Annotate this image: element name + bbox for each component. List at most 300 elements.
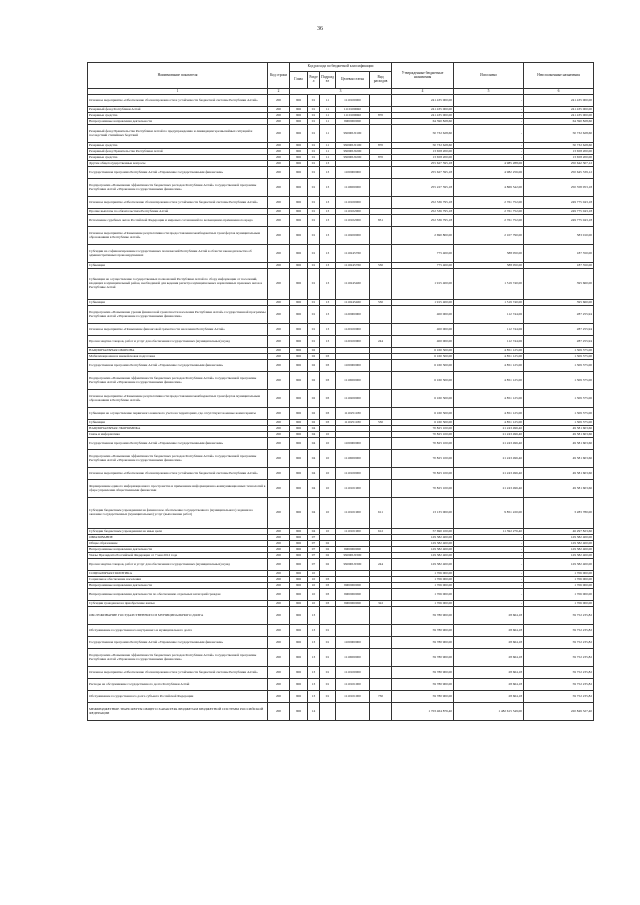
row-name-cell: ОБРАЗОВАНИЕ [88,535,268,541]
approved-amount-cell: 2 690 800,00 [392,227,454,245]
subsection-code-cell: 03 [320,354,336,360]
section-code-cell: 02 [308,348,320,354]
section-code-cell: 13 [308,649,320,667]
row-name-cell: Основное мероприятие «Повышение результативности предоставления межбюджетных трансфертов муниципальным образованиям в Республике Алтай» [88,390,268,408]
expense-type-cell [370,245,392,263]
target-code-cell: 99000U0100 [336,125,370,143]
executed-amount-cell: 112 744,06 [454,306,524,324]
ministry-code-cell: 906 [290,95,308,107]
table-row [88,306,594,324]
row-name-cell: Субсидии на софинансирование государственных полномочий Республики Алтай в области законодательства об административных правонарушениях [88,245,268,263]
col-number: 1 [88,89,268,95]
subsection-code-cell: 13 [320,245,336,263]
approved-amount-cell: 50 732 628,60 [392,125,454,143]
unexecuted-amount-cell: 250 642 307,12 [524,161,594,167]
ministry-code-cell: 906 [290,607,308,625]
approved-amount-cell: 59 780 900,00 [392,637,454,649]
unexecuted-amount-cell: 59 752 235,82 [524,649,594,667]
row-name-cell: Подпрограмма «Повышение уровня финансовой грамотности населения Республики Алтай» государственной программы Республики Алтай «Управление государственными финансами» [88,306,268,324]
row-name-cell: Прочая закупка товаров, работ и услуг для обеспечения государственных (муниципальных) нужд [88,336,268,348]
approved-amount-cell: 241 435 000,00 [392,107,454,113]
section-code-cell: 02 [308,408,320,420]
row-code-cell: 200 [268,450,290,468]
row-name-cell: Субвенции [88,420,268,426]
row-name-cell: Субсидии гражданам на приобретение жилья [88,601,268,607]
subsection-code-cell: 13 [320,161,336,167]
unexecuted-amount-cell: 250 645 339,12 [524,167,594,179]
executed-amount-cell: 4 851 125,00 [454,354,524,360]
approved-amount-cell: 70 825 100,00 [392,426,454,432]
row-code-cell: 200 [268,408,290,420]
unexecuted-amount-cell: 50 732 628,60 [524,143,594,149]
row-name-cell: Мобилизационная и вневойсковая подготовка [88,354,268,360]
expense-type-cell: 530 [370,420,392,426]
section-code-cell: 07 [308,559,320,571]
section-code-cell: 02 [308,360,320,372]
unexecuted-amount-cell: 49 581 603,60 [524,468,594,480]
ministry-code-cell: 906 [290,354,308,360]
ministry-code-cell: 906 [290,667,308,679]
target-code-cell: 99000U0300 [336,559,370,571]
table-row [88,390,594,408]
ministry-code-cell: 906 [290,107,308,113]
approved-amount-cell: 70 825 100,00 [392,450,454,468]
subsection-code-cell [320,607,336,625]
executed-amount-cell: 28 664,18 [454,649,524,667]
executed-amount-cell: 21 243 496,40 [454,426,524,432]
row-code-cell: 200 [268,263,290,269]
ministry-code-cell: 906 [290,553,308,559]
section-code-cell: 01 [308,227,320,245]
row-name-cell: Основное мероприятие «Обеспечение сбалансированности и устойчивости бюджетной системы Республики Алтай» [88,197,268,209]
approved-amount-cell: 6 160 500,00 [392,360,454,372]
subsection-code-cell: 03 [320,408,336,420]
unexecuted-amount-cell: 1 309 375,00 [524,372,594,390]
executed-amount-cell: 4 851 125,00 [454,390,524,408]
ministry-code-cell: 906 [290,119,308,125]
row-name-cell: Государственная программа Республики Алтай «Управление государственными финансами» [88,438,268,450]
section-code-cell: 01 [308,155,320,161]
row-name-cell: Основное мероприятие «Обеспечение сбалансированности и устойчивости бюджетной системы Республики Алтай» [88,95,268,107]
row-name-cell: Резервный фонд Республики Алтай [88,107,268,113]
approved-amount-cell: 129 382 400,00 [392,553,454,559]
section-code-cell: 04 [308,438,320,450]
row-code-cell: 200 [268,691,290,703]
ministry-code-cell: 906 [290,625,308,637]
table-row [88,625,594,637]
row-name-cell: Прочая закупка товаров, работ и услуг для обеспечения государственных (муниципальных) нужд [88,559,268,571]
target-code-cell: 99000U0100 [336,143,370,149]
subsection-code-cell: 10 [320,529,336,535]
approved-amount-cell: 59 780 900,00 [392,607,454,625]
expense-type-cell [370,227,392,245]
approved-amount-cell: 1 706 000,00 [392,583,454,589]
row-code-cell: 200 [268,571,290,577]
row-code-cell: 200 [268,306,290,324]
row-code-cell: 200 [268,324,290,336]
table-row [88,167,594,179]
section-code-cell: 01 [308,179,320,197]
target-code-cell: 1110245460 [336,269,370,300]
subsection-code-cell: 10 [320,450,336,468]
unexecuted-amount-cell: 250 358 053,18 [524,179,594,197]
unexecuted-amount-cell: 1 309 375,00 [524,420,594,426]
section-code-cell: 01 [308,324,320,336]
row-name-cell: Подпрограмма «Повышение эффективности бюджетных расходов Республики Алтай» государственной программы Республики Алтай «Управление государственными финансами» [88,179,268,197]
approved-amount-cell: 1 706 000,00 [392,577,454,583]
row-code-cell: 200 [268,215,290,227]
subsection-code-cell: 11 [320,155,336,161]
approved-amount-cell: 6 160 500,00 [392,408,454,420]
expense-type-cell [370,703,392,721]
row-name-cell: Субвенции [88,263,268,269]
col-number: 5 [454,89,524,95]
subsection-code-cell: 13 [320,167,336,179]
target-code-cell: 9900000000 [336,601,370,607]
row-code-cell: 200 [268,354,290,360]
row-code-cell: 200 [268,583,290,589]
unexecuted-amount-cell: 49 581 603,60 [524,450,594,468]
approved-amount-cell: 59 780 900,00 [392,667,454,679]
unexecuted-amount-cell: 129 382 400,00 [524,553,594,559]
row-code-cell: 200 [268,625,290,637]
section-code-cell: 13 [308,637,320,649]
unexecuted-amount-cell: 1 309 375,00 [524,390,594,408]
unexecuted-amount-cell: 129 382 400,00 [524,559,594,571]
section-code-cell: 07 [308,541,320,547]
row-code-cell: 200 [268,589,290,601]
expense-type-cell [370,306,392,324]
executed-amount-cell: 112 744,06 [454,324,524,336]
row-code-cell: 200 [268,529,290,535]
target-code-cell: 1110245460 [336,300,370,306]
col-number: 6 [524,89,594,95]
row-code-cell: 200 [268,149,290,155]
row-code-cell: 200 [268,679,290,691]
row-name-cell: Непрограммные направления деятельности [88,583,268,589]
table-row [88,607,594,625]
executed-amount-cell: 4 851 125,00 [454,348,524,354]
ministry-code-cell: 906 [290,209,308,215]
executed-amount-cell: 11 392 276,40 [454,529,524,535]
section-code-cell: 01 [308,336,320,348]
subsection-code-cell [320,703,336,721]
expense-type-cell [370,468,392,480]
row-name-cell: НАЦИОНАЛЬНАЯ ЭКОНОМИКА [88,426,268,432]
unexecuted-amount-cell: 59 752 235,82 [524,679,594,691]
row-name-cell: Исполнение судебных актов Российской Федерации и мировых соглашений по возмещению причиненного вреда [88,215,268,227]
target-code-cell: 9900000000 [336,119,370,125]
unexecuted-amount-cell: 249 775 043,18 [524,215,594,227]
unexecuted-amount-cell: 49 581 603,60 [524,438,594,450]
target-code-cell: 9900000000 [336,547,370,553]
unexecuted-amount-cell: 241 435 000,00 [524,107,594,113]
approved-amount-cell: 64 390 828,60 [392,119,454,125]
executed-amount-cell: 2 761 752,00 [454,215,524,227]
unexecuted-amount-cell: 241 435 000,00 [524,113,594,119]
approved-amount-cell: 241 435 000,00 [392,95,454,107]
unexecuted-amount-cell: 59 752 235,82 [524,691,594,703]
ministry-code-cell: 906 [290,263,308,269]
section-code-cell: 01 [308,149,320,155]
row-code-cell: 200 [268,498,290,529]
section-code-cell: 10 [308,583,320,589]
approved-amount-cell: 129 382 400,00 [392,535,454,541]
executed-amount-cell: 1 519 740,00 [454,269,524,300]
section-code-cell: 14 [308,703,320,721]
executed-amount-cell: 28 664,18 [454,625,524,637]
expense-type-cell [370,438,392,450]
row-name-cell: Государственная программа Республики Алтай «Управление государственными финансами» [88,360,268,372]
target-code-cell: 99000U0200 [336,149,370,155]
subsection-code-cell: 11 [320,125,336,143]
approved-amount-cell: 255 227 595,18 [392,179,454,197]
expense-type-cell: 322 [370,601,392,607]
approved-amount-cell: 6 160 500,00 [392,372,454,390]
section-code-cell: 02 [308,420,320,426]
row-code-cell: 200 [268,107,290,113]
table-row [88,125,594,143]
ministry-code-cell: 906 [290,649,308,667]
expense-type-cell [370,360,392,372]
expense-type-cell [370,679,392,691]
section-code-cell: 10 [308,589,320,601]
target-code-cell: 1110100000 [336,667,370,679]
table-row [88,649,594,667]
approved-amount-cell: 252 536 795,18 [392,197,454,209]
row-name-cell: Основное мероприятие «Обеспечение сбалансированности и устойчивости бюджетной системы Республики Алтай» [88,667,268,679]
unexecuted-amount-cell: 583 010,00 [524,227,594,245]
ministry-code-cell: 906 [290,300,308,306]
col-number: 4 [392,89,454,95]
subsection-code-cell: 03 [320,601,336,607]
executed-amount-cell: 4 851 125,00 [454,420,524,426]
row-code-cell: 200 [268,438,290,450]
unexecuted-amount-cell: 1 309 375,00 [524,360,594,372]
approved-amount-cell: 70 825 100,00 [392,432,454,438]
subsection-code-cell: 13 [320,324,336,336]
row-code-cell: 200 [268,143,290,149]
header-name: Наименование показателя [88,63,268,89]
target-code-cell: 1110245760 [336,263,370,269]
target-code-cell: 99000U0200 [336,155,370,161]
expense-type-cell [370,589,392,601]
table-row [88,637,594,649]
section-code-cell: 02 [308,372,320,390]
section-code-cell: 01 [308,107,320,113]
unexecuted-amount-cell: 49 581 603,60 [524,426,594,432]
header-budget-code-group: Код расхода по бюджетной классификации [290,63,392,72]
executed-amount-cell: 4 851 125,00 [454,408,524,420]
row-code-cell: 200 [268,426,290,432]
subsection-code-cell: 10 [320,438,336,450]
row-code-cell: 200 [268,336,290,348]
row-name-cell: Обслуживание государственного внутреннего и муниципального долга [88,625,268,637]
row-name-cell: СОЦИАЛЬНАЯ ПОЛИТИКА [88,571,268,577]
section-code-cell: 07 [308,547,320,553]
target-code-cell [336,703,370,721]
header-ministry: Глава [290,72,308,89]
ministry-code-cell: 906 [290,601,308,607]
unexecuted-amount-cell: 64 390 828,60 [524,119,594,125]
row-name-cell: Резервные средства [88,143,268,149]
subsection-code-cell: 03 [320,589,336,601]
approved-amount-cell: 50 732 628,60 [392,143,454,149]
target-code-cell [336,607,370,625]
ministry-code-cell: 906 [290,529,308,535]
row-name-cell: Указы Президента Российской Федерации от 7 мая 2012 года [88,553,268,559]
approved-amount-cell: 252 536 795,18 [392,209,454,215]
row-code-cell: 200 [268,119,290,125]
executed-amount-cell: - [454,149,524,155]
executed-amount-cell: 28 664,18 [454,637,524,649]
section-code-cell: 04 [308,468,320,480]
approved-amount-cell: 129 382 400,00 [392,547,454,553]
row-name-cell: Социальное обеспечение населения [88,577,268,583]
expense-type-cell: 244 [370,559,392,571]
unexecuted-amount-cell: 13 658 200,00 [524,149,594,155]
row-name-cell: Общее образование [88,541,268,547]
ministry-code-cell: 906 [290,559,308,571]
subsection-code-cell: 02 [320,559,336,571]
section-code-cell: 10 [308,577,320,583]
target-code-cell: 1100000000 [336,438,370,450]
target-code-cell: 1110101000 [336,691,370,703]
approved-amount-cell: 775 400,00 [392,245,454,263]
subsection-code-cell: 01 [320,625,336,637]
target-code-cell: 1110000000 [336,179,370,197]
subsection-code-cell: 03 [320,372,336,390]
table-row [88,245,594,263]
approved-amount-cell: 775 400,00 [392,263,454,269]
ministry-code-cell: 906 [290,583,308,589]
unexecuted-amount-cell: 1 706 000,00 [524,601,594,607]
approved-amount-cell: 6 160 500,00 [392,348,454,354]
row-code-cell: 200 [268,209,290,215]
unexecuted-amount-cell: 50 732 628,60 [524,125,594,143]
table-row [88,498,594,529]
row-name-cell: Формирование единого информационного пространства и применение информационно-коммуникационных технологий в сфере управления общественными финансами [88,480,268,498]
unexecuted-amount-cell: 59 752 235,82 [524,625,594,637]
unexecuted-amount-cell: 1 309 375,00 [524,408,594,420]
approved-amount-cell: 255 627 595,18 [392,161,454,167]
ministry-code-cell: 906 [290,577,308,583]
executed-amount-cell: 21 243 496,40 [454,480,524,498]
approved-amount-cell: 6 160 500,00 [392,390,454,408]
expense-type-cell [370,607,392,625]
subsection-code-cell: 13 [320,209,336,215]
target-code-cell: 1120100000 [336,336,370,348]
unexecuted-amount-cell: 395 660,00 [524,269,594,300]
unexecuted-amount-cell: 46 297 823,60 [524,529,594,535]
approved-amount-cell: 400 000,00 [392,306,454,324]
section-code-cell: 10 [308,571,320,577]
expense-type-cell [370,125,392,143]
subsection-code-cell: 13 [320,263,336,269]
ministry-code-cell: 906 [290,227,308,245]
row-name-cell: Подпрограмма «Повышение эффективности бюджетных расходов Республики Алтай» государственной программы Республики Алтай «Управление государственными финансами» [88,450,268,468]
executed-amount-cell: 112 744,06 [454,336,524,348]
executed-amount-cell: 28 664,18 [454,667,524,679]
header-approved: Утвержденные бюджетные назначения [392,63,454,89]
expense-type-cell [370,95,392,107]
table-row [88,679,594,691]
section-code-cell: 01 [308,119,320,125]
section-code-cell: 07 [308,535,320,541]
target-code-cell: 1110102000 [336,209,370,215]
subsection-code-cell: 01 [320,679,336,691]
ministry-code-cell: 906 [290,215,308,227]
section-code-cell: 13 [308,691,320,703]
approved-amount-cell: 59 780 900,00 [392,679,454,691]
section-code-cell: 02 [308,390,320,408]
executed-amount-cell: - [454,589,524,601]
target-code-cell: 1110100000 [336,95,370,107]
row-code-cell: 200 [268,553,290,559]
expense-type-cell: 870 [370,113,392,119]
unexecuted-amount-cell: 1 309 375,00 [524,354,594,360]
row-code-cell: 200 [268,125,290,143]
subsection-code-cell: 03 [320,420,336,426]
expense-type-cell [370,480,392,498]
subsection-code-cell: 13 [320,227,336,245]
executed-amount-cell: - [454,155,524,161]
target-code-cell: 1100000000 [336,637,370,649]
approved-amount-cell: 129 382 400,00 [392,559,454,571]
target-code-cell: 1110251180 [336,408,370,420]
executed-amount-cell: 1 519 740,00 [454,300,524,306]
unexecuted-amount-cell: 287 255,94 [524,306,594,324]
unexecuted-amount-cell: 59 752 235,82 [524,607,594,625]
target-code-cell: 1110100000 [336,197,370,209]
expense-type-cell [370,408,392,420]
table-row [88,438,594,450]
executed-amount-cell: 2 107 790,00 [454,227,524,245]
table-row [88,559,594,571]
executed-amount-cell: 21 243 496,40 [454,468,524,480]
ministry-code-cell: 906 [290,426,308,432]
unexecuted-amount-cell: 220 849 327,40 [524,703,594,721]
subsection-code-cell: 13 [320,336,336,348]
ministry-code-cell: 906 [290,498,308,529]
executed-amount-cell: 21 243 496,40 [454,432,524,438]
target-code-cell: 1110101900 [336,529,370,535]
target-code-cell: 9900000000 [336,589,370,601]
target-code-cell: 11101000R0 [336,113,370,119]
expense-type-cell: 870 [370,143,392,149]
approved-amount-cell: 241 435 000,00 [392,113,454,119]
row-code-cell: 200 [268,390,290,408]
row-name-cell: Субвенции на осуществление первичного воинского учета на территориях, где отсутствуют военные комиссариаты [88,408,268,420]
executed-amount-cell: 28 664,18 [454,607,524,625]
table-row [88,372,594,390]
approved-amount-cell: 59 780 900,00 [392,649,454,667]
section-code-cell: 01 [308,161,320,167]
subsection-code-cell: 10 [320,498,336,529]
unexecuted-amount-cell: 59 752 235,82 [524,667,594,679]
target-code-cell: 9900000000 [336,583,370,589]
row-name-cell: НАЦИОНАЛЬНАЯ ОБОРОНА [88,348,268,354]
approved-amount-cell: 6 160 500,00 [392,354,454,360]
expense-type-cell [370,450,392,468]
table-row [88,667,594,679]
executed-amount-cell: 4 982 256,06 [454,167,524,179]
target-code-cell: 1100000000 [336,167,370,179]
subsection-code-cell: 11 [320,119,336,125]
ministry-code-cell: 906 [290,167,308,179]
unexecuted-amount-cell: 241 435 000,00 [524,95,594,107]
approved-amount-cell: 6 160 500,00 [392,420,454,426]
